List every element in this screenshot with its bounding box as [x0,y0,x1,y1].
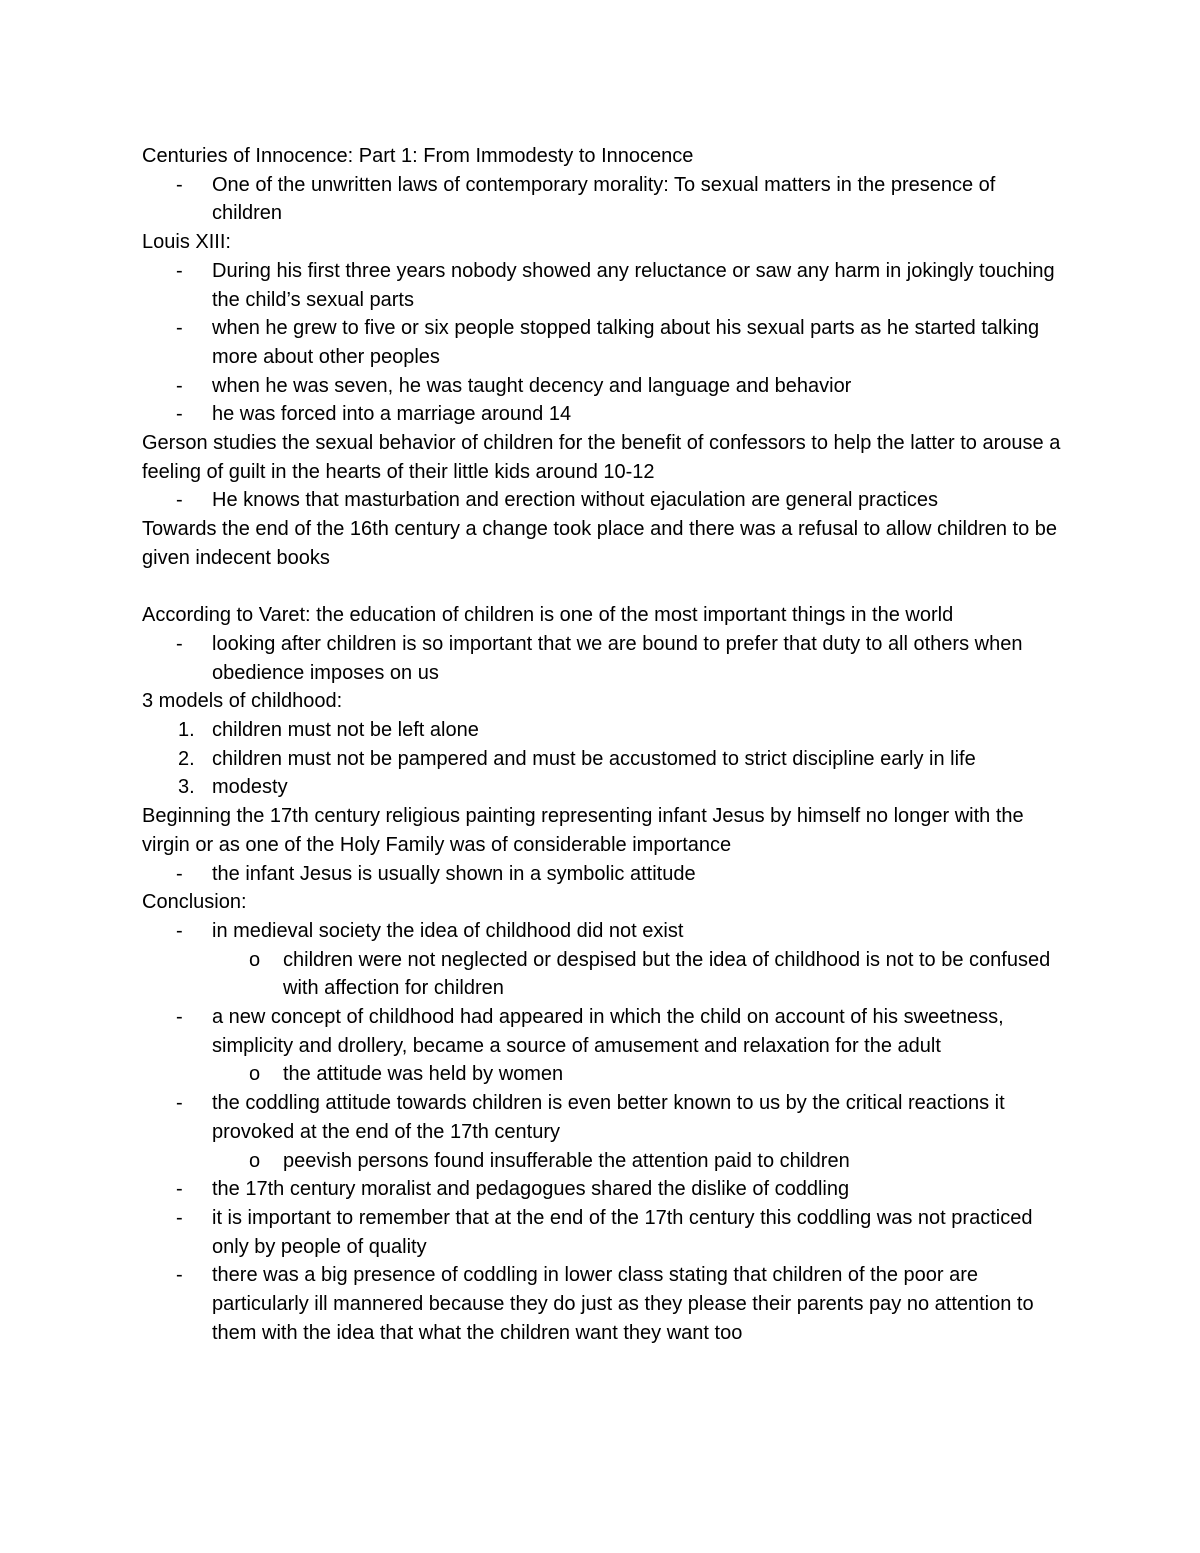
louis-bullet [142,314,1062,371]
dash-marker: - [176,317,183,340]
conclusion-sub-bullet-text: children were not neglected or despised but the idea of childhood is not to be confused with affection for children [283,948,1051,1000]
models-heading: 3 models of childhood: [142,690,343,713]
louis-bullet-text: when he was seven, he was taught decency and language and behavior [212,374,852,397]
louis-bullet [142,400,1062,429]
conclusion-sub-bullet [142,1060,1062,1089]
conclusion-bullet [142,1089,1062,1146]
dash-marker: - [176,862,183,885]
painting-paragraph: Beginning the 17th century religious painting representing infant Jesus by himself no longer with the virgin or as one of the Holy Family was of considerable importance [142,805,1024,856]
conclusion-bullet-text: a new concept of childhood had appeared in which the child on account of his sweetness, simplicity and drollery, became a source of amusement and relaxation for the adult [212,1006,1004,1057]
dash-marker: - [176,632,183,655]
dash-marker: - [176,1207,183,1229]
louis-bullet-text: During his first three years nobody showed any reluctance or saw any harm in jokingly touching the child’s sexual parts [212,259,1055,311]
varet-bullet [142,630,1062,687]
louis-bullet [142,372,1062,401]
painting-bullet [142,860,1062,889]
model-text: modesty [212,776,288,799]
conclusion-sub-bullet [142,1147,1062,1176]
louis-bullet [142,257,1062,314]
dash-marker: - [176,1178,183,1201]
dash-marker: - [176,173,183,196]
dash-marker: - [176,489,183,512]
circle-marker: o [249,948,261,971]
conclusion-bullet [142,1175,1062,1204]
model-item [142,745,1062,774]
dash-marker: - [176,1006,183,1029]
painting-bullet-text: the infant Jesus is usually shown in a symbolic attitude [212,862,696,885]
intro-bullet [142,171,1062,228]
conclusion-sub-bullet-text: peevish persons found insufferable the attention paid to children [283,1149,850,1172]
model-text: children must not be pampered and must be accustomed to strict discipline early in life [212,747,976,770]
louis-bullet-text: when he grew to five or six people stopped talking about his sexual parts as he started talking more about other peoples [212,317,1040,368]
louis-heading: Louis XIII: [142,231,231,254]
intro-bullet-text: One of the unwritten laws of contemporary morality: To sexual matters in the presence of children [212,173,996,225]
conclusion-bullet-text: it is important to remember that at the end of the 17th century this coddling was not practiced only by people of quality [212,1207,1033,1258]
model-text: children must not be left alone [212,719,479,742]
conclusion-bullet [142,1003,1062,1060]
conclusion-bullet-text: the 17th century moralist and pedagogues shared the dislike of coddling [212,1178,850,1201]
conclusion-sub-bullet [142,946,1062,1003]
dash-marker: - [176,403,183,426]
conclusion-bullet [142,1204,1062,1261]
circle-marker: o [249,1149,261,1172]
model-number: 1. [178,719,195,742]
conclusion-bullet-text: in medieval society the idea of childhood did not exist [212,919,684,942]
model-item [142,716,1062,745]
circle-marker: o [249,1063,261,1086]
varet-bullet-text: looking after children is so important that we are bound to prefer that duty to all others when obedience imposes on us [212,632,1023,684]
dash-marker: - [176,374,183,397]
model-item [142,773,1062,802]
model-number: 3. [178,776,195,799]
conclusion-bullet [142,1261,1062,1347]
louis-bullet-text: he was forced into a marriage around 14 [212,403,572,426]
conclusion-bullet [142,917,1062,946]
blank-line [142,573,1062,602]
dash-marker: - [176,919,183,942]
model-number: 2. [178,747,195,770]
conclusion-bullet-text: the coddling attitude towards children is even better known to us by the critical reactions it provoked at the end of the 17th century [212,1092,1005,1143]
dash-marker: - [176,1264,183,1287]
document-page [142,142,1062,1348]
conclusion-heading: Conclusion: [142,891,247,914]
conclusion-bullet-text: there was a big presence of coddling in lower class stating that children of the poor are particularly ill mannered because they do just as they please their parents pay no attention to them with the idea that what the children want they want too [212,1264,1034,1344]
gerson-bullet [142,486,1062,515]
gerson-bullet-text: He knows that masturbation and erection without ejaculation are general practices [212,489,938,512]
varet-paragraph: According to Varet: the education of children is one of the most important things in the world [142,604,954,627]
dash-marker: - [176,259,183,282]
document-title: Centuries of Innocence: Part 1: From Immodesty to Innocence [142,145,694,167]
sixteenth-century-paragraph: Towards the end of the 16th century a change took place and there was a refusal to allow children to be given indecent books [142,518,1058,569]
conclusion-sub-bullet-text: the attitude was held by women [283,1063,564,1086]
gerson-paragraph: Gerson studies the sexual behavior of children for the benefit of confessors to help the latter to arouse a feeling of guilt in the hearts of their little kids around 10-12 [142,432,1061,483]
dash-marker: - [176,1092,183,1115]
